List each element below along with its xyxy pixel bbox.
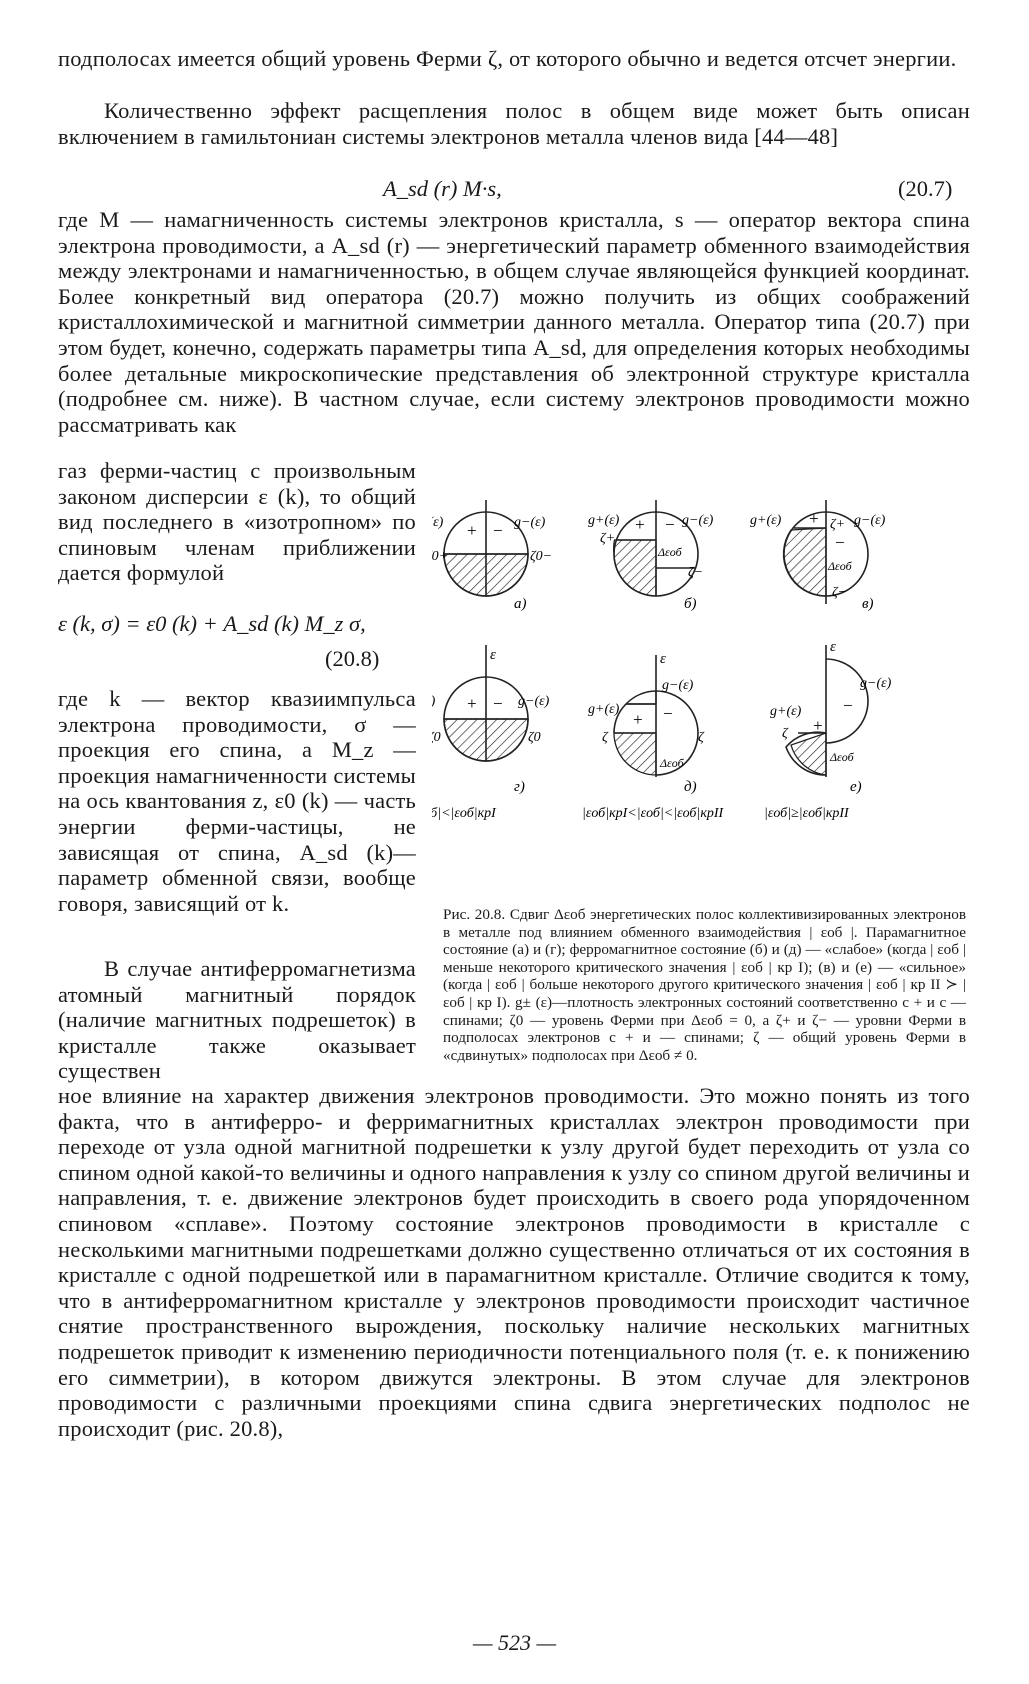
panel-e: [582, 651, 725, 821]
panel-f: [764, 639, 892, 821]
page-number: — 523 —: [472, 1630, 557, 1655]
panel-a: [432, 500, 552, 612]
svg-text:g−(ε): g−(ε): [662, 678, 694, 693]
figure-20-8: [432, 500, 972, 905]
svg-text:ε: ε: [660, 651, 666, 667]
svg-text:а): а): [514, 596, 527, 612]
svg-text:ε: ε: [830, 639, 836, 655]
svg-text:g+(ε): g+(ε): [588, 513, 620, 528]
svg-text:ζ: ζ: [602, 730, 608, 745]
svg-text:|εоб|крI<|εоб|<|εоб|крII: |εоб|крI<|εоб|<|εоб|крII: [582, 806, 724, 821]
svg-text:|εоб|<|εоб|крI: б|<|εоб|крI: [432, 806, 496, 821]
svg-text:Δεоб: Δεоб: [658, 545, 682, 559]
paragraph-1: подполосах имеется общий уровень Ферми ζ, от которого обычно и ведется отсчет энергии.: [58, 46, 957, 71]
paragraph-5: где k — вектор квазиимпульса электрона проводимости, σ — проекция его спина, а M_z — проекция намагниченности системы на ось квантования z, ε0 (k) — часть энергии ферми-частицы, не зависящая от спина, A_sd (k)— параметр обменной связи, вообще говоря, зависящий от k.: [58, 686, 416, 916]
svg-text:−: −: [834, 533, 846, 552]
svg-text:+: +: [808, 509, 820, 528]
paragraph-2: Количественно эффект расщепления полос в общем виде может быть описан включением в гамильтониан системы электронов металла членов вида [44—48]: [58, 98, 970, 149]
svg-text:д): д): [684, 779, 697, 795]
svg-text:−: −: [492, 521, 504, 540]
svg-text:Δεоб: Δεоб: [828, 559, 852, 573]
svg-text:|εоб|≥|εоб|крII: |εоб|≥|εоб|крII: [764, 806, 849, 821]
svg-text:+: +: [634, 515, 646, 534]
figure-caption: Рис. 20.8. Сдвиг Δεоб энергетических полос коллективизированных электронов в металле под влиянием обменного взаимодействия | εоб |. Парамагнитное состояние (а) и (г); ферромагнитное состояние (б) и (д) — «слабое» (когда | εоб | меньше некоторого критического значения | εоб | кр I); (в) и (е) — «сильное» (когда | εоб | больше некоторого другого критического значения | εоб | кр II ≻ | εоб | кр I). g± (ε)—плотность электронных состояний соответственно с + и с — спинами; ζ0 — уровень Ферми при Δεоб = 0, а ζ+ и ζ− — уровни Ферми в подполосах электронов с + и — спинами; ζ — общий уровень Ферми в «сдвинутых» подполосах при Δεоб ≠ 0.: [443, 906, 966, 1064]
svg-text:ζ0−: ζ0−: [530, 549, 553, 564]
svg-text:е): е): [850, 779, 862, 795]
svg-text:g+(ε): g+(ε): [750, 513, 782, 528]
panel-d: [432, 645, 550, 821]
svg-text:ζ+: ζ+: [830, 517, 846, 532]
svg-text:б): б): [684, 596, 697, 612]
svg-text:ζ0: 0: [433, 730, 441, 745]
svg-text:+: +: [466, 694, 478, 713]
svg-text:g+(ε): ε): [433, 515, 444, 530]
svg-text:г): г): [514, 779, 525, 795]
svg-text:g−(ε): g−(ε): [854, 513, 886, 528]
panel-c: [750, 500, 886, 612]
svg-text:−: −: [664, 515, 676, 534]
svg-text:ζ−: ζ−: [832, 585, 848, 600]
paragraph-7: ное влияние на характер движения электронов проводимости. Это можно понять из того факта, что в антиферро- и ферримагнитных кристаллах электрон проводимости при переходе от узла одной магнитной подрешетки к узлу другой будет переходить от узла со спином одной какой-то величины и одного направления к узлу со спином другой величины и направления, т. е. движение электронов будет происходить в своего рода упорядоченном спиновом «сплаве». Поэтому состояние электронов проводимости в кристалле с несколькими магнитными подрешетками должно существенно отличаться от их состояния в кристалле с одной подрешеткой или в парамагнитном кристалле. Отличие сводится к тому, что в антиферромагнитном кристалле у электронов проводимости происходит частичное снятие пространственного вырождения, поскольку наличие нескольких магнитных подрешеток приводит к изменению периодичности потенциального поля (т. е. к понижению его симметрии), в котором движутся электроны. В этом случае для электронов проводимости с различными проекциями спина сдвига энергетических подполос не происходит (рис. 20.8),: [58, 1083, 970, 1441]
paragraph-3: где M — намагниченность системы электронов кристалла, s — оператор вектора спина электрона проводимости, а A_sd (r) — энергетический параметр обменного взаимодействия между электронами и намагниченностью, в общем случае являющейся функцией координат. Более конкретный вид оператора (20.7) можно получить из общих соображений кристаллохимической и магнитной симметрии данного металла. Оператор типа (20.7) при этом будет, конечно, содержать параметры типа A_sd, для определения которых необходимы более детальные микроскопические представления об электронной структуре кристалла (подробнее см. ниже). В частном случае, если систему электронов проводимости можно рассматривать как: [58, 207, 970, 437]
svg-text:−: −: [842, 696, 854, 715]
svg-text:ζ0+: 0+: [432, 549, 449, 564]
equation-20-7: A_sd (r) M·s,: [383, 176, 502, 201]
svg-text:g+(ε): [432, 694, 436, 709]
equation-20-8: ε (k, σ) = ε0 (k) + A_sd (k) M_z σ,: [58, 611, 366, 636]
panel-b: [588, 500, 714, 612]
svg-text:−: −: [492, 694, 504, 713]
svg-text:g−(ε): g−(ε): [860, 676, 892, 691]
svg-text:g+(ε): g+(ε): [770, 704, 802, 719]
svg-text:g−(ε): g−(ε): [514, 515, 546, 530]
svg-text:g+(ε): g+(ε): [588, 702, 620, 717]
svg-text:ε: ε: [490, 647, 496, 663]
equation-20-7-number: (20.7): [898, 176, 953, 201]
svg-text:+: +: [466, 521, 478, 540]
paragraph-6: В случае антиферромагнетизма атомный магнитный порядок (наличие магнитных подрешеток) в кристалле также оказывает существен: [58, 956, 416, 1084]
svg-text:−: −: [662, 704, 674, 723]
svg-text:Δεоб: Δεоб: [830, 750, 854, 764]
svg-text:Δεоб: Δεоб: [660, 756, 684, 770]
paragraph-4: газ ферми-частиц с произвольным законом дисперсии ε (k), то общий вид последнего в «изотропном» по спиновым членам приближении дается формулой: [58, 458, 416, 586]
svg-text:ζ−: ζ−: [688, 565, 704, 580]
svg-text:ζ: ζ: [782, 726, 788, 741]
svg-text:ζ+: ζ+: [600, 531, 616, 546]
svg-text:g−(ε): g−(ε): [682, 513, 714, 528]
svg-text:ζ0: ζ0: [528, 730, 541, 745]
svg-text:+: +: [812, 716, 824, 735]
svg-text:+: +: [632, 710, 644, 729]
svg-text:ζ: ζ: [698, 730, 704, 745]
equation-20-8-number: (20.8): [325, 646, 380, 671]
svg-text:g−(ε): g−(ε): [518, 694, 550, 709]
svg-text:в): в): [862, 596, 874, 612]
